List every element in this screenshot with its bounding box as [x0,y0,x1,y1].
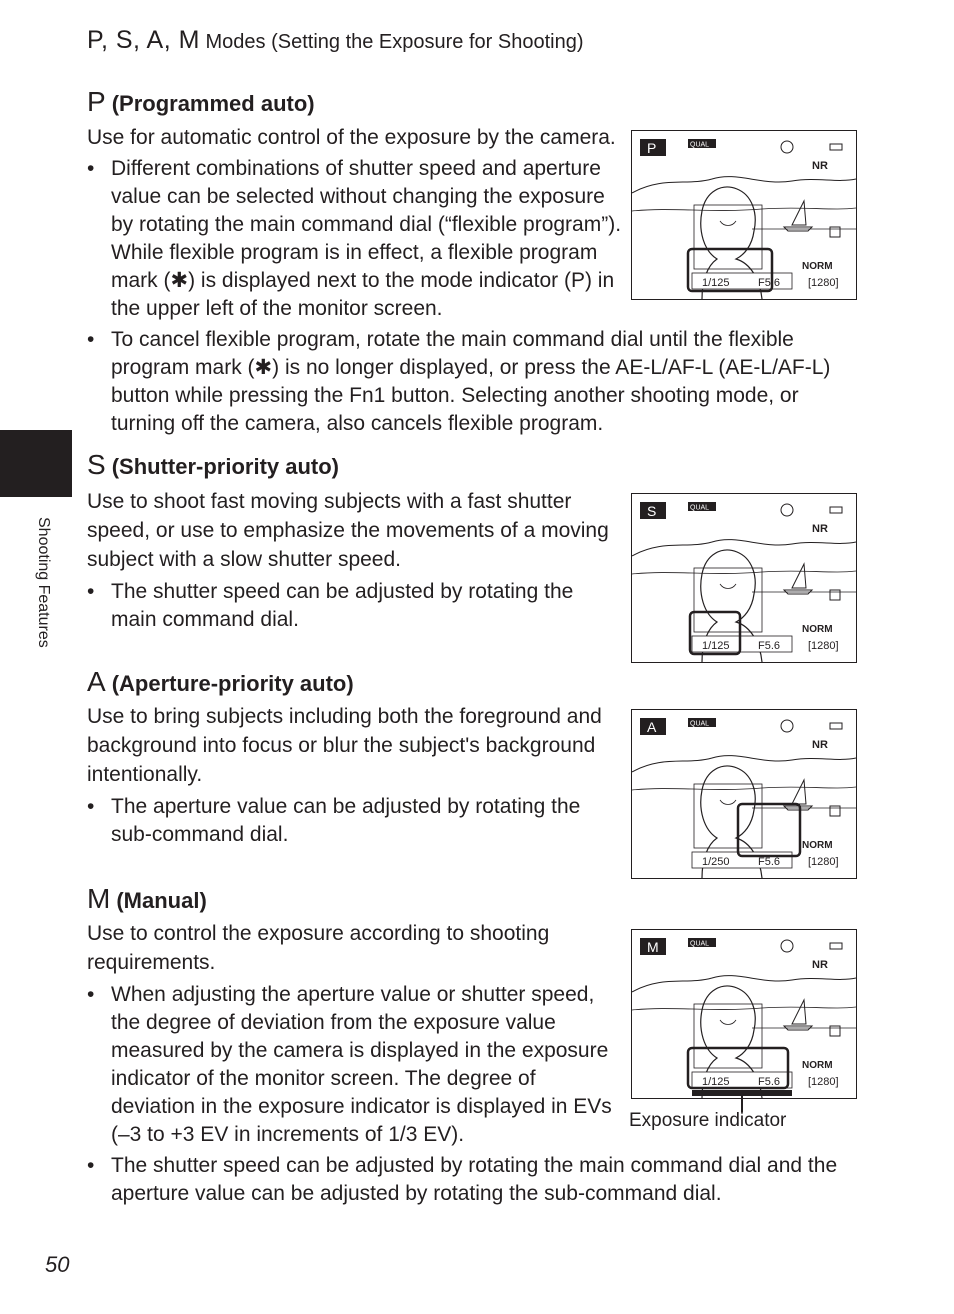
section-m-bullets [87,981,617,1153]
svg-text:NR: NR [812,523,828,535]
svg-text:1/125: 1/125 [702,277,730,289]
section-p-bullets [87,155,622,327]
svg-text:NR: NR [812,739,828,751]
section-title-a-text: (Aperture-priority auto) [111,671,354,696]
page-header [87,26,584,55]
section-m-intro: Use to control the exposure according to shooting requirements. [87,922,550,974]
svg-text:[1280]: [1280] [808,856,839,868]
monitor-illustration [632,930,856,1098]
svg-text:NR: NR [812,160,828,172]
exposure-indicator-caption: Exposure indicator [629,1110,787,1131]
svg-text:F5.6: F5.6 [758,856,781,868]
svg-text:NORM: NORM [802,1060,833,1071]
svg-text:1/250: 1/250 [702,856,730,868]
svg-text:F5.6: F5.6 [758,640,781,652]
bullet-item: • When adjusting the aperture value or shutter speed, the degree of deviation from the exposure value measured by the camera is displayed in the exposure indicator of the monitor screen. The degree of deviation in the exposure indicator is displayed in EVs (–3 to +3 EV in increments of 1/3 EV). [87,981,617,1149]
bullet-item: • Different combinations of shutter speed and aperture value can be selected without changing the exposure by rotating the main command dial (“flexible program”). While flexible program is in effect, a flexible program mark (✱) is displayed next to the mode indicator (P) in the upper left of the monitor screen. [87,155,622,323]
chapter-label [34,517,56,667]
svg-text:F5.6: F5.6 [758,1076,781,1088]
section-p-intro: Use for automatic control of the exposure by the camera. [87,126,616,149]
svg-text:NORM: NORM [802,261,833,272]
section-s-bullets [87,578,622,638]
section-title-p [87,86,315,118]
svg-text:1/125: 1/125 [702,1076,730,1088]
section-title-a [87,666,354,698]
section-s-intro: Use to shoot fast moving subjects with a fast shutter speed, or use to emphasize the movements of a moving subject with a slow shutter speed. [87,490,609,571]
svg-text:1/125: 1/125 [702,640,730,652]
svg-text:F5.6: F5.6 [758,277,781,289]
header-modes: P, S, A, M [87,26,200,54]
bullet-item: • The shutter speed can be adjusted by rotating the main command dial and the aperture value can be adjusted by rotating the sub-command dial. [87,1152,867,1208]
chapter-tab [0,430,72,497]
section-p-bullets-2 [87,326,857,442]
svg-text:[1280]: [1280] [808,1076,839,1088]
monitor-screen-p [631,130,857,300]
section-title-s-text: (Shutter-priority auto) [111,454,340,479]
monitor-screen-a [631,709,857,879]
svg-text:M: M [647,939,659,955]
section-title-m [87,883,207,915]
svg-text:NORM: NORM [802,840,833,851]
header-title: Modes (Setting the Exposure for Shooting) [205,31,584,53]
svg-text:S: S [647,503,657,519]
monitor-screen-s [631,493,857,663]
mode-letter-m: M [87,883,111,914]
monitor-illustration [632,494,856,662]
bullet-item: • The shutter speed can be adjusted by rotating the main command dial. [87,578,622,634]
section-a-intro: Use to bring subjects including both the foreground and background into focus or blur the subject's background intentionally. [87,705,602,786]
svg-text:QUAL: QUAL [690,720,710,728]
mode-letter-a: A [87,666,106,697]
page-number: 50 [45,1252,70,1277]
monitor-illustration [632,131,856,299]
section-title-p-text: (Programmed auto) [111,91,315,116]
svg-text:[1280]: [1280] [808,277,839,289]
monitor-illustration [632,710,856,878]
chapter-label-text: Shooting Features [35,517,52,648]
section-title-s [87,449,339,481]
svg-text:P: P [647,140,657,156]
svg-text:NR: NR [812,959,828,971]
svg-text:A: A [647,719,657,735]
monitor-screen-m [631,929,857,1099]
svg-text:[1280]: [1280] [808,640,839,652]
section-title-m-text: (Manual) [116,888,207,913]
mode-letter-s: S [87,449,106,480]
bullet-item: • The aperture value can be adjusted by rotating the sub-command dial. [87,793,622,849]
section-m-bullets-2 [87,1152,867,1212]
bullet-item: • To cancel flexible program, rotate the main command dial until the flexible program mark (✱) is no longer displayed, or press the AE-L/AF-L (AE-L/AF-L) button while pressing the Fn1 button. Selecting another shooting mode, or turning off the camera, also cancels flexible program. [87,326,857,438]
svg-text:NORM: NORM [802,624,833,635]
svg-text:QUAL: QUAL [690,940,710,948]
mode-letter-p: P [87,86,106,117]
svg-text:QUAL: QUAL [690,141,710,149]
svg-text:QUAL: QUAL [690,504,710,512]
section-a-bullets [87,793,622,853]
